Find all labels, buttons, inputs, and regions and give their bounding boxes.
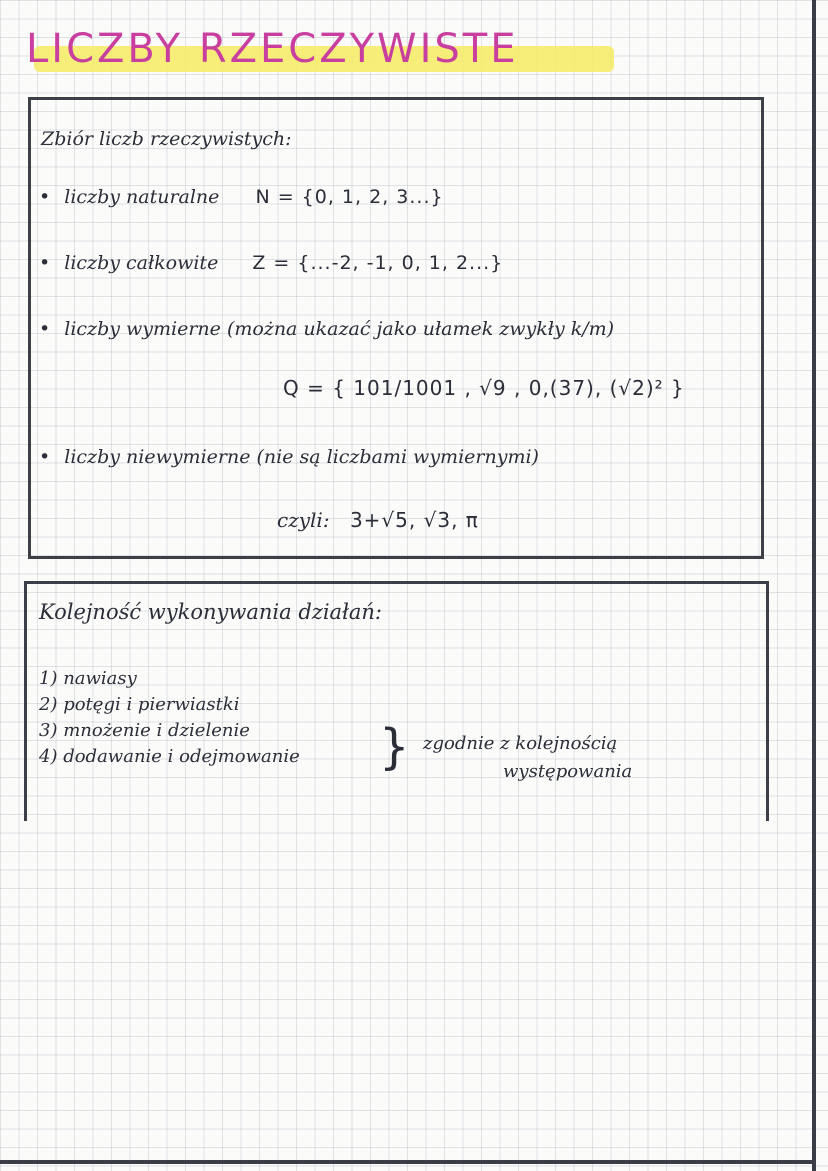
order-heading: Kolejność wykonywania działań: bbox=[39, 600, 383, 624]
order-note bbox=[423, 730, 632, 786]
list-item: 2) potęgi i pierwiastki bbox=[39, 694, 240, 715]
rational-numbers-label: liczby wymierne (można ukazać jako ułamek zwykły k/m) bbox=[64, 318, 615, 340]
order-note-line2: występowania bbox=[503, 761, 633, 782]
bullet: • bbox=[39, 446, 51, 468]
natural-numbers-row bbox=[39, 186, 444, 208]
natural-numbers-label: liczby naturalne bbox=[64, 186, 220, 208]
set-heading: Zbiór liczb rzeczywistych: bbox=[41, 128, 292, 150]
title-area bbox=[26, 24, 519, 74]
order-note-line1: zgodnie z kolejnością bbox=[423, 733, 618, 754]
set-definitions-box bbox=[28, 97, 764, 559]
rational-numbers-formula: Q = { 101/1001 , √9 , 0,(37), (√2)² } bbox=[283, 376, 685, 400]
bullet: • bbox=[39, 186, 51, 208]
irrational-example-formula: 3+√5, √3, π bbox=[349, 508, 479, 532]
irrational-numbers-row bbox=[39, 446, 539, 468]
grouping-brace: } bbox=[379, 719, 410, 775]
page-edge-bottom bbox=[0, 1160, 816, 1164]
page-title: LICZBY RZECZYWISTE bbox=[26, 26, 519, 72]
operations-list bbox=[39, 666, 300, 770]
bullet: • bbox=[39, 318, 51, 340]
integer-numbers-row bbox=[39, 252, 503, 274]
irrational-example-row bbox=[277, 508, 479, 532]
bullet: • bbox=[39, 252, 51, 274]
natural-numbers-formula: N = {0, 1, 2, 3...} bbox=[255, 186, 444, 208]
list-item: 3) mnożenie i dzielenie bbox=[39, 720, 250, 741]
integer-numbers-formula: Z = {...-2, -1, 0, 1, 2...} bbox=[252, 252, 504, 274]
integer-numbers-label: liczby całkowite bbox=[64, 252, 219, 274]
list-item: 1) nawiasy bbox=[39, 668, 137, 689]
irrational-numbers-label: liczby niewymierne (nie są liczbami wymiernymi) bbox=[64, 446, 539, 468]
irrational-example-label: czyli: bbox=[277, 508, 330, 532]
order-of-operations-box bbox=[24, 581, 769, 821]
list-item: 4) dodawanie i odejmowanie bbox=[39, 746, 300, 767]
page-edge-right bbox=[812, 0, 816, 1171]
rational-numbers-row bbox=[39, 318, 614, 340]
